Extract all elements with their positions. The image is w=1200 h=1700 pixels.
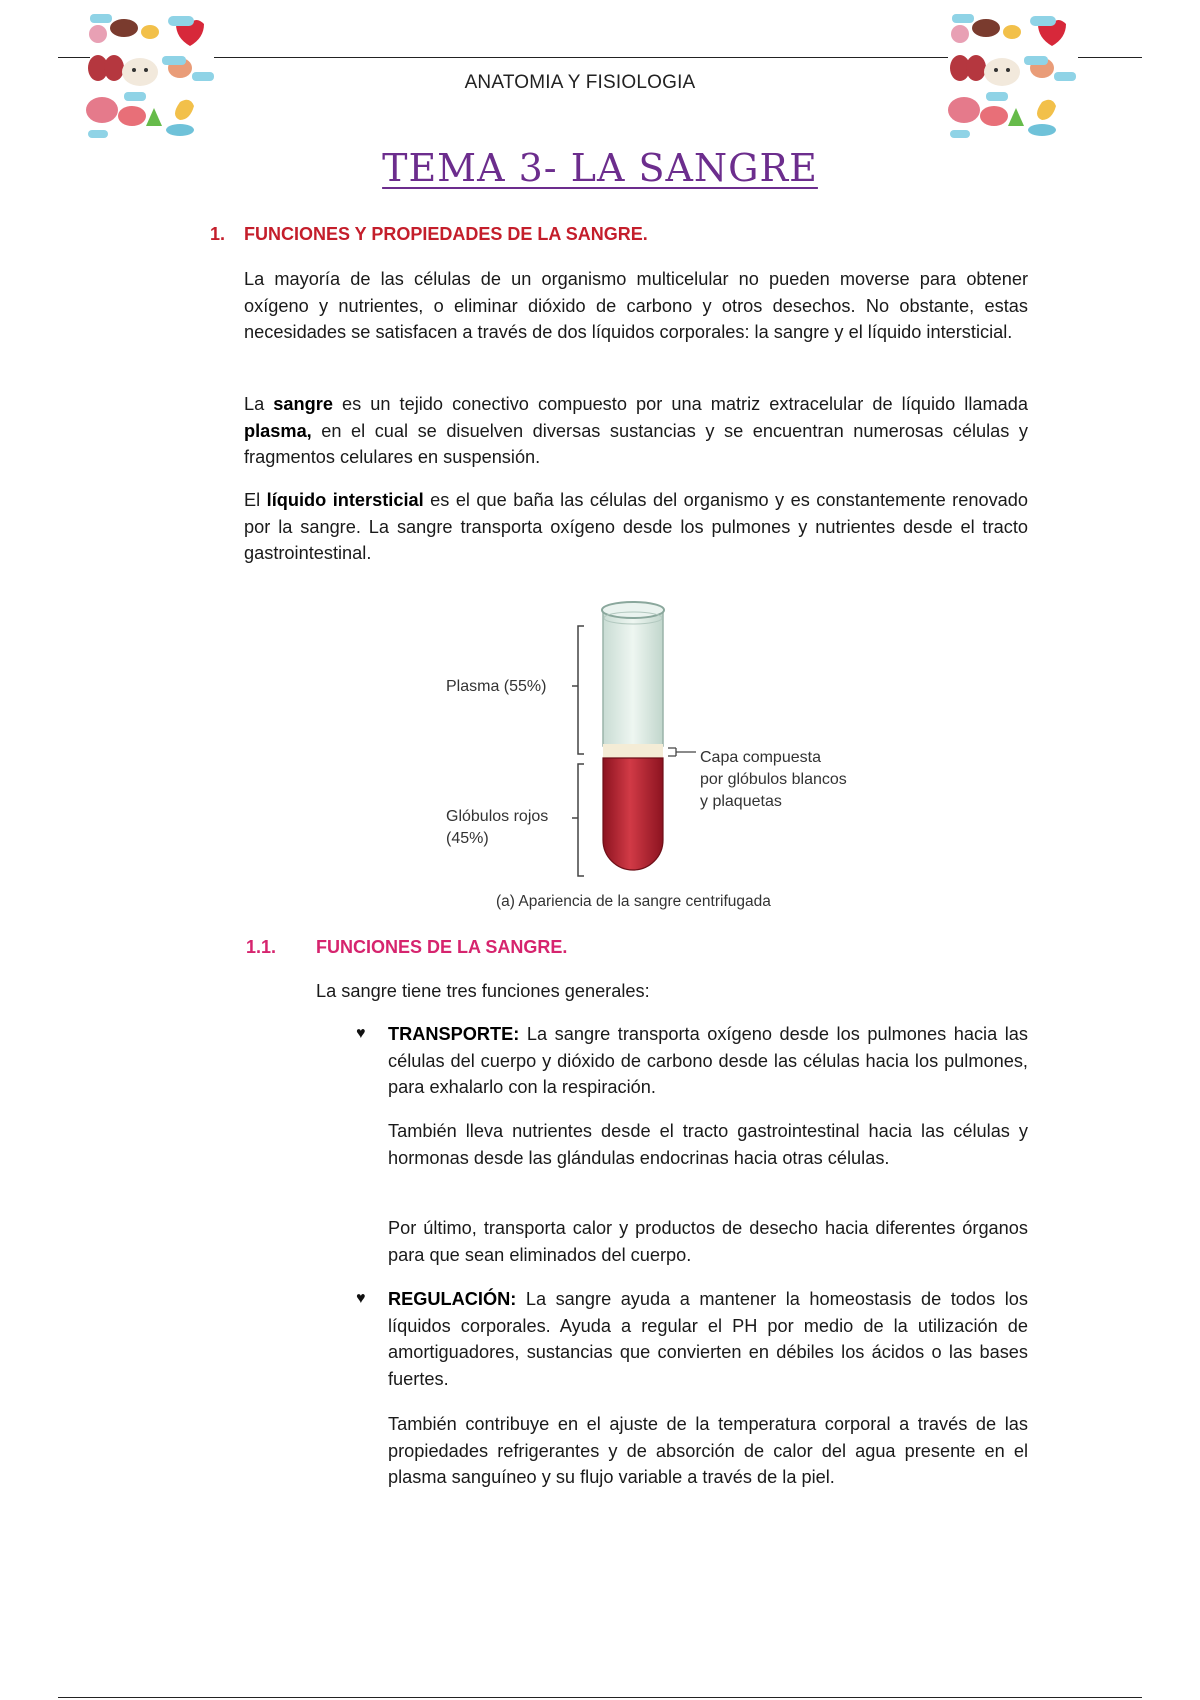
p2-text-e: en el cual se disuelven diversas sustancias y se encuentran numerosas células y fragmentos celulares en suspensión. [244,420,1028,467]
page-title-text: TEMA 3- LA SANGRE [382,146,818,190]
bullet-heart-icon: ♥ [356,1025,366,1042]
footer-rule [58,1697,1142,1698]
transporte-paragraph-2: También lleva nutrientes desde el tracto gastrointestinal hacia las células y hormonas desde las glándulas endocrinas hacia otras células. [388,1121,1028,1168]
section-1-heading [210,224,648,245]
regulacion-paragraph-2: También contribuye en el ajuste de la temperatura corporal a través de las propiedades refrigerantes y de absorción de calor del agua presente en el plasma sanguíneo y su flujo variable a través de la piel. [388,1414,1028,1487]
label-buffy-line2: por glóbulos blancos [700,771,847,788]
section-1-paragraph-3 [244,487,1028,567]
label-buffy-coat [700,747,847,813]
p3-bold-liquido: líquido intersticial [266,490,424,510]
section-1-1-number: 1.1. [246,937,277,957]
p3-text-a: El [244,490,267,510]
label-rbc-line1: Glóbulos rojos [446,808,549,825]
transporte-paragraph-3: Por último, transporta calor y productos de desecho hacia diferentes órganos para que sean eliminados del cuerpo. [388,1218,1028,1265]
bullet-heart-icon-2: ♥ [356,1290,366,1307]
p3-text-c: es el que baña las células del organismo y es constantemente renovado por la sangre. La sangre transporta oxígeno desde los pulmones y nutrientes desde el tracto gastrointestinal. [244,490,1029,563]
bullet-regulacion [388,1286,1028,1392]
section-1-paragraph-1: La mayoría de las células de un organismo multicelular no pueden moverse para obtener oxígeno y nutrientes, o eliminar dióxido de carbono y otros desechos. No obstante, estas necesidades se satisfacen a través de dos líquidos corporales: la sangre y el líquido intersticial. [244,269,1028,342]
section-1-paragraph-2 [244,391,1028,471]
section-1-number: 1. [210,224,226,244]
p2-text-c: es un tejido conectivo compuesto por una matriz extracelular de líquido llamada [332,394,1028,414]
transporte-label: TRANSPORTE: [388,1024,520,1044]
organ-illustration-left-icon [84,12,216,144]
buffy-coat-pointer [676,744,698,760]
regulacion-label: REGULACIÓN: [388,1289,517,1309]
organ-illustration-right-icon [946,12,1078,144]
label-buffy-line3: y plaquetas [700,793,782,810]
page-title [0,146,1200,190]
header-title: ANATOMIA Y FISIOLOGIA [464,72,696,93]
section-1-1-intro: La sangre tiene tres funciones generales: [316,981,650,1001]
section-1-1-title: FUNCIONES DE LA SANGRE. [316,937,568,957]
bullet-transporte [388,1021,1028,1101]
p2-bold-plasma: plasma, [244,420,312,441]
red-blood-cells-layer [603,758,663,870]
label-red-blood-cells [446,806,548,850]
p2-bold-sangre: sangre [273,394,333,414]
plasma-layer [603,610,663,746]
p2-text-a: La [244,394,274,414]
label-rbc-line2: (45%) [446,830,489,847]
section-1-title: FUNCIONES Y PROPIEDADES DE LA SANGRE. [244,224,648,244]
transporte-text-1: La sangre transporta oxígeno desde los pulmones hacia las células del cuerpo y dióxido de carbono desde las células hacia los pulmones, para exhalarlo con la respiración. [388,1024,1028,1097]
header-rule-center [214,57,948,58]
label-buffy-line1: Capa compuesta [700,749,821,766]
figure-caption: (a) Apariencia de la sangre centrifugada [496,893,771,910]
section-1-1-heading [246,937,567,958]
regulacion-text-1: La sangre ayuda a mantener la homeostasis de todos los líquidos corporales. Ayuda a regular el PH por medio de la utilización de amortiguadores, sustancias que convierten en débiles los ácidos o las bases fuertes. [388,1289,1028,1389]
label-plasma: Plasma (55%) [446,678,547,695]
header-rule-right [1078,57,1142,58]
centrifuged-blood-figure [560,596,680,878]
